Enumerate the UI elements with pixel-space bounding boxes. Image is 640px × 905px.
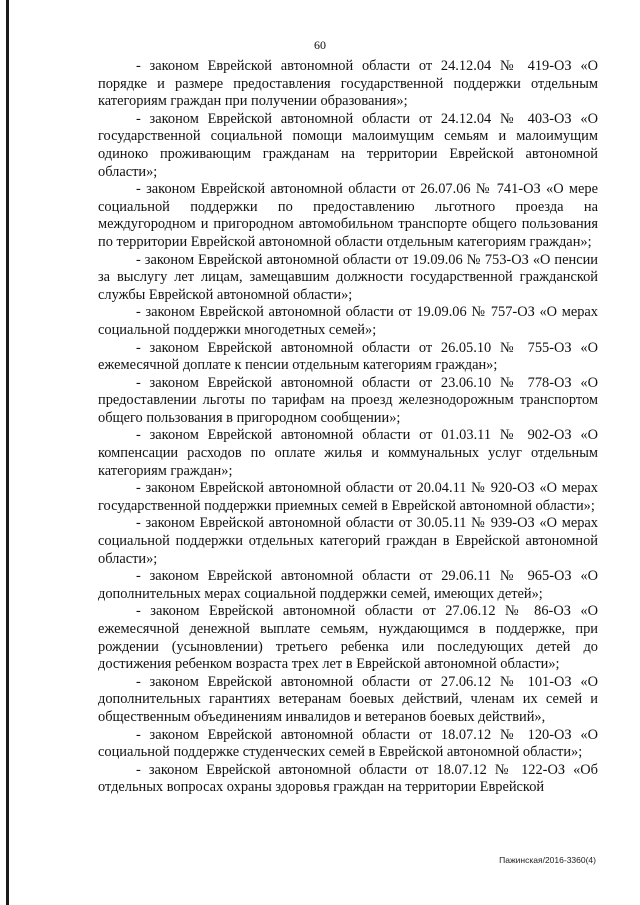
document-footer-code: Пажинская/2016-3360(4)	[499, 855, 596, 865]
law-list-item: - законом Еврейской автономной области от 27.06.12 № 86-ОЗ «О ежемесячной денежной выплате семьям, нуждающимся в поддержке, при рождении (усыновлении) третьего ребенка или последующих детей до достижения ребенком возраста трех лет в Еврейской автономной области»;	[98, 603, 598, 673]
law-list-item: - законом Еврейской автономной области от 01.03.11 № 902-ОЗ «О компенсации расходов по оплате жилья и коммунальных услуг отдельным категориям граждан»;	[98, 427, 598, 479]
law-list-item: - законом Еврейской автономной области от 24.12.04 № 419-ОЗ «О порядке и размере предоставления государственной поддержки отдельным категориям граждан при получении образования»;	[98, 58, 598, 110]
law-list-item: - законом Еврейской автономной области от 27.06.12 № 101-ОЗ «О дополнительных гарантиях ветеранам боевых действий, членам их семей и общественным объединениям инвалидов и ветеранов боевых действий»,	[98, 673, 598, 725]
law-list-item: - законом Еврейской автономной области от 18.07.12 № 122-ОЗ «Об отдельных вопросах охраны здоровья граждан на территории Еврейской	[98, 761, 598, 796]
law-list-item: - законом Еврейской автономной области от 18.07.12 № 120-ОЗ «О социальной поддержке студенческих семей в Еврейской автономной области»;	[98, 726, 598, 761]
page-number: 60	[314, 38, 326, 52]
binding-edge-line	[6, 0, 9, 905]
law-list-item: - законом Еврейской автономной области от 19.09.06 № 757-ОЗ «О мерах социальной поддержки многодетных семей»;	[98, 304, 598, 338]
law-list-item: - законом Еврейской автономной области от 26.05.10 № 755-ОЗ «О ежемесячной доплате к пенсии отдельным категориям граждан»;	[98, 339, 598, 374]
law-list-item: - законом Еврейской автономной области от 20.04.11 № 920-ОЗ «О мерах государственной поддержки приемных семей в Еврейской автономной области»;	[98, 480, 598, 514]
law-list-item: - законом Еврейской автономной области от 24.12.04 № 403-ОЗ «О государственной социальной помощи малоимущим семьям и малоимущим одиноко проживающим гражданам на территории Еврейской автономной области»;	[98, 110, 598, 180]
law-list-item: - законом Еврейской автономной области от 26.07.06 № 741-ОЗ «О мере социальной поддержки по предоставлению льготного проезда на междугородном и пригородном автомобильном транспорте общего пользования по территории Еврейской автономной области отдельным категориям граждан»;	[98, 181, 598, 250]
body-text	[98, 58, 598, 797]
law-list-item: - законом Еврейской автономной области от 19.09.06 № 753-ОЗ «О пенсии за выслугу лет лицам, замещавшим должности государственной гражданской службы Еврейской автономной области»;	[98, 251, 598, 303]
law-list-item: - законом Еврейской автономной области от 29.06.11 № 965-ОЗ «О дополнительных мерах социальной поддержки семей, имеющих детей»;	[98, 568, 598, 602]
law-list-item: - законом Еврейской автономной области от 23.06.10 № 778-ОЗ «О предоставлении льготы по тарифам на проезд железнодорожным транспортом общего пользования в пригородном сообщении»;	[98, 374, 598, 426]
law-list-item: - законом Еврейской автономной области от 30.05.11 № 939-ОЗ «О мерах социальной поддержки отдельных категорий граждан в Еврейской автономной области»;	[98, 515, 598, 567]
